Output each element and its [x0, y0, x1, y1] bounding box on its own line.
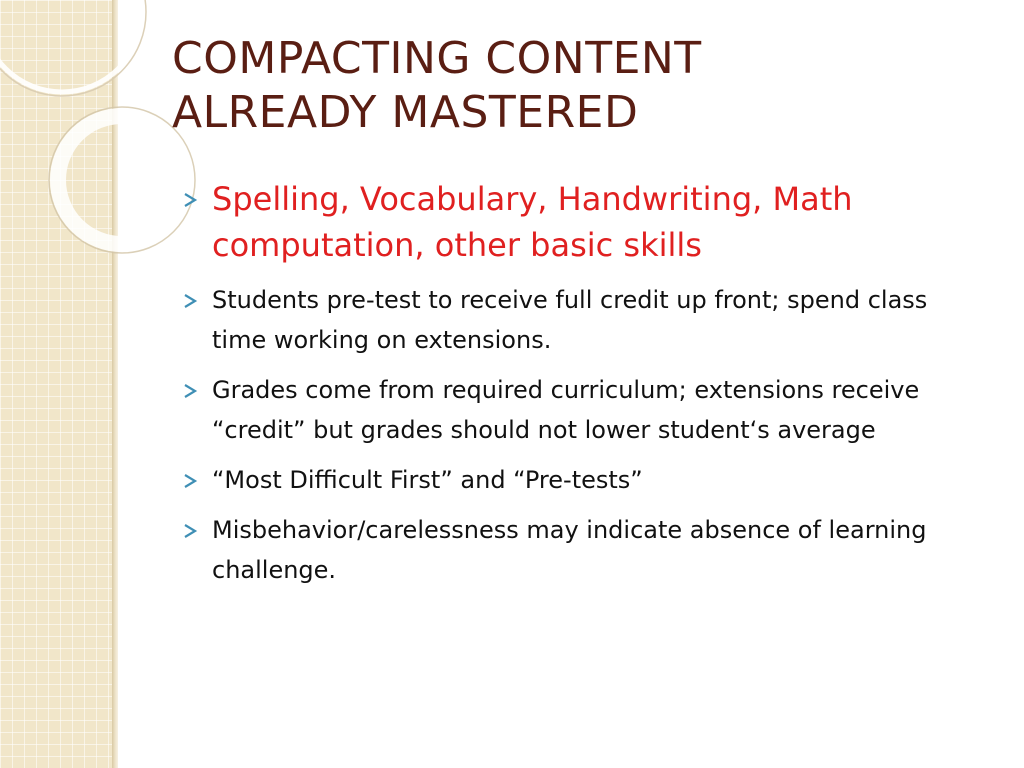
arrow-bullet-icon: [182, 192, 198, 208]
arrow-bullet-icon: [182, 523, 198, 539]
slide-title: [172, 32, 992, 140]
bullet-text: Students pre-test to receive full credit up front; spend class time working on extensions.: [212, 286, 928, 354]
bullet-item-spelling: [180, 176, 980, 268]
bullet-item-pretest: [180, 280, 980, 360]
bullet-item-misbehavior: [180, 510, 980, 590]
arrow-bullet-icon: [182, 293, 198, 309]
slide-title-line-1: COMPACTING CONTENT: [172, 33, 702, 84]
bullet-text: Misbehavior/carelessness may indicate absence of learning challenge.: [212, 516, 927, 584]
bullet-text: “Most Difficult First” and “Pre-tests”: [212, 466, 643, 494]
bullet-item-most-difficult-first: [180, 460, 980, 500]
bullet-list: [180, 176, 980, 600]
decorative-circles-icon: [0, 0, 160, 300]
slide-title-line-2: ALREADY MASTERED: [172, 87, 639, 138]
bullet-text: Spelling, Vocabulary, Handwriting, Math computation, other basic skills: [212, 180, 853, 264]
bullet-item-grades: [180, 370, 980, 450]
arrow-bullet-icon: [182, 383, 198, 399]
bullet-text: Grades come from required curriculum; extensions receive “credit” but grades should not lower student‘s average: [212, 376, 920, 444]
arrow-bullet-icon: [182, 473, 198, 489]
